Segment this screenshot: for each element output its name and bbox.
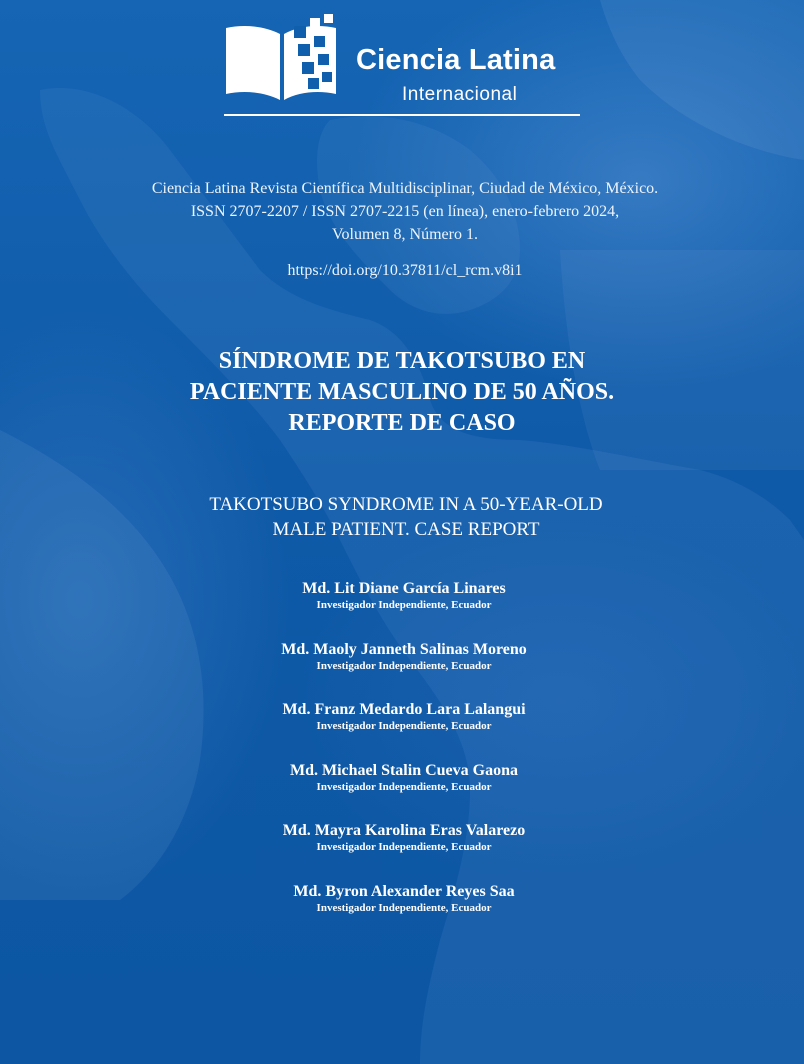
open-book-icon bbox=[224, 14, 344, 106]
journal-volume-line: Volumen 8, Número 1. bbox=[332, 226, 478, 243]
author-affiliation: Investigador Independiente, Ecuador bbox=[316, 780, 492, 793]
author-name: Md. Maoly Janneth Salinas Moreno bbox=[281, 640, 527, 658]
title-en-line: MALE PATIENT. CASE REPORT bbox=[272, 519, 540, 540]
journal-logo bbox=[224, 14, 584, 118]
title-es-line: REPORTE DE CASO bbox=[288, 410, 516, 436]
journal-name-line: Ciencia Latina Revista Científica Multidisciplinar, Ciudad de México, México. bbox=[151, 180, 659, 197]
author-name: Md. Michael Stalin Cueva Gaona bbox=[289, 761, 518, 779]
journal-citation bbox=[60, 177, 750, 246]
article-title-spanish bbox=[90, 346, 714, 439]
author-name: Md. Byron Alexander Reyes Saa bbox=[293, 882, 515, 900]
author-name: Md. Lit Diane García Linares bbox=[302, 580, 506, 597]
title-es-line: SÍNDROME DE TAKOTSUBO EN bbox=[218, 348, 586, 374]
author-entry bbox=[200, 821, 608, 882]
article-title-english bbox=[100, 492, 712, 542]
logo-divider bbox=[224, 114, 580, 116]
author-affiliation: Investigador Independiente, Ecuador bbox=[316, 901, 492, 914]
logo-subtitle: Internacional bbox=[402, 84, 518, 105]
author-entry bbox=[200, 579, 608, 640]
author-affiliation: Investigador Independiente, Ecuador bbox=[316, 599, 492, 611]
author-list bbox=[200, 579, 608, 942]
author-name: Md. Mayra Karolina Eras Valarezo bbox=[282, 822, 526, 839]
title-en-line: TAKOTSUBO SYNDROME IN A 50-YEAR-OLD bbox=[209, 494, 603, 515]
author-entry bbox=[200, 640, 608, 701]
author-affiliation: Investigador Independiente, Ecuador bbox=[316, 720, 492, 732]
author-entry bbox=[200, 882, 608, 943]
title-es-line: PACIENTE MASCULINO DE 50 AÑOS. bbox=[189, 379, 615, 405]
author-name: Md. Franz Medardo Lara Lalangui bbox=[282, 701, 526, 718]
journal-issn-line: ISSN 2707-2207 / ISSN 2707-2215 (en línea), enero-febrero 2024, bbox=[190, 203, 620, 220]
doi-link[interactable]: https://doi.org/10.37811/cl_rcm.v8i1 bbox=[287, 262, 523, 279]
author-affiliation: Investigador Independiente, Ecuador bbox=[316, 659, 492, 672]
logo-title: Ciencia Latina bbox=[356, 44, 556, 76]
author-entry bbox=[200, 761, 608, 822]
author-affiliation: Investigador Independiente, Ecuador bbox=[316, 841, 492, 853]
author-entry bbox=[200, 700, 608, 761]
